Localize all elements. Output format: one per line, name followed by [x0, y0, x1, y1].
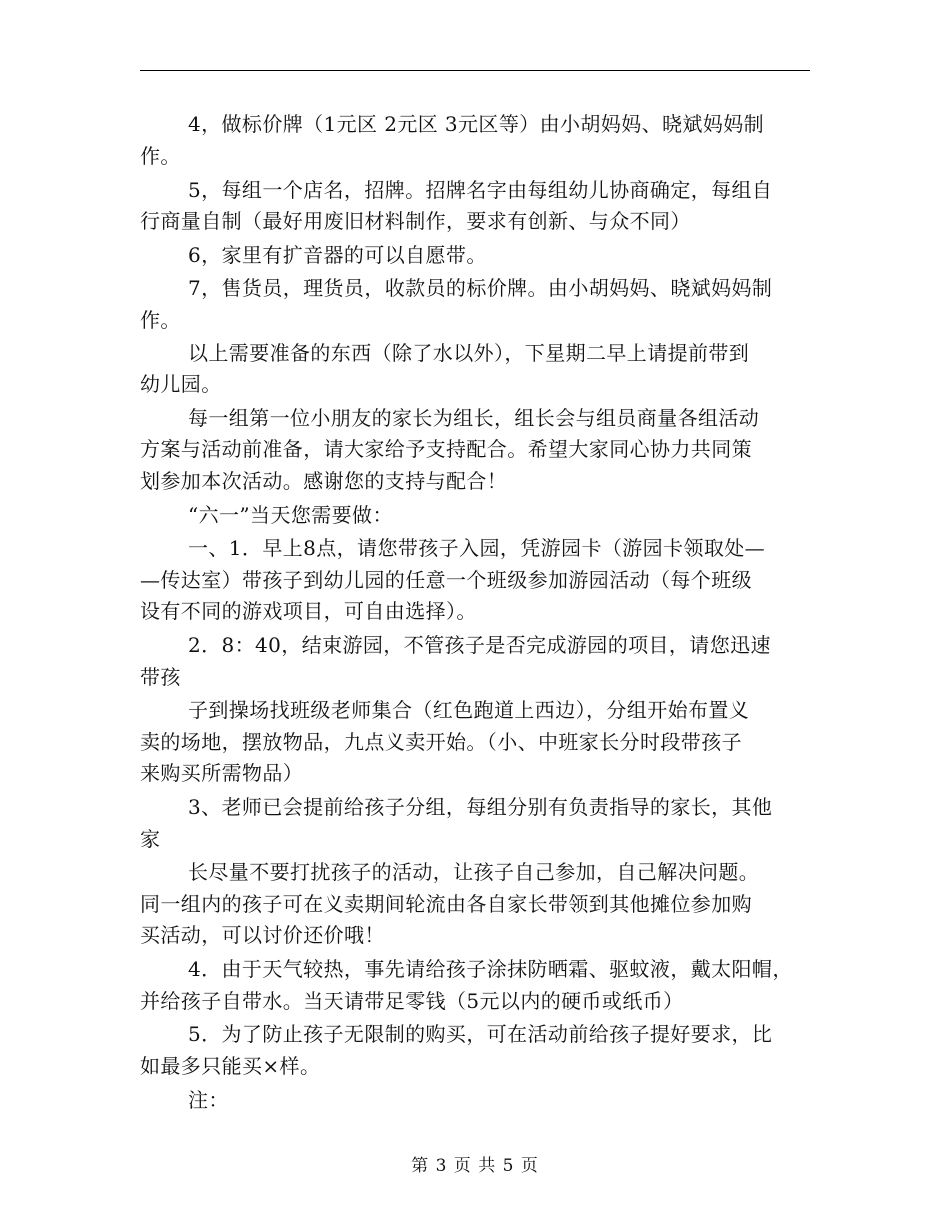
body-line: 5，每组一个店名，招牌。招牌名字由每组幼儿协商确定，每组自 [188, 178, 773, 202]
body-line: 如最多只能买×样。 [140, 1054, 321, 1078]
body-line: 每一组第一位小朋友的家长为组长，组长会与组员商量各组活动 [188, 406, 760, 430]
body-line: 行商量自制（最好用废旧材料制作，要求有创新、与众不同） [140, 209, 691, 233]
body-line: 方案与活动前准备，请大家给予支持配合。希望大家同心协力共同策 [140, 437, 752, 461]
header-rule [140, 70, 810, 71]
body-line: “六一”当天您需要做： [188, 503, 393, 527]
body-line: 划参加本次活动。感谢您的支持与配合！ [140, 469, 508, 493]
page-number-footer: 第 3 页 共 5 页 [411, 1156, 539, 1176]
body-line: 同一组内的孩子可在义卖期间轮流由各自家长带领到其他摊位参加购 [140, 892, 752, 916]
body-line: 一、1．早上8点，请您带孩子入园，凭游园卡（游园卡领取处— [188, 536, 766, 560]
body-line: 作。 [140, 144, 181, 168]
body-line: 7，售货员，理货员，收款员的标价牌。由小胡妈妈、晓斌妈妈制 [188, 276, 773, 300]
body-line: —传达室）带孩子到幼儿园的任意一个班级参加游园活动（每个班级 [140, 568, 752, 592]
body-line: 2．8：40，结束游园，不管孩子是否完成游园的项目，请您迅速 [188, 633, 771, 657]
body-line: 家 [140, 827, 161, 851]
body-line: 以上需要准备的东西（除了水以外），下星期二早上请提前带到 [188, 341, 750, 365]
body-line: 6，家里有扩音器的可以自愿带。 [188, 243, 487, 267]
body-line: 带孩 [140, 665, 181, 689]
body-line: 幼儿园。 [140, 372, 222, 396]
body-line: 买活动，可以讨价还价哦！ [140, 923, 385, 947]
body-line: 3、老师已会提前给孩子分组，每组分别有负责指导的家长，其他 [188, 795, 773, 819]
body-line: 来购买所需物品） [140, 761, 304, 785]
body-line: 注： [188, 1088, 229, 1112]
body-line: 长尽量不要打扰孩子的活动，让孩子自己参加，自己解决问题。 [188, 860, 760, 884]
body-line: 作。 [140, 308, 181, 332]
body-line: 并给孩子自带水。当天请带足零钱（5元以内的硬币或纸币） [140, 989, 684, 1013]
body-line: 子到操场找班级老师集合（红色跑道上西边），分组开始布置义 [188, 698, 750, 722]
body-line: 4，做标价牌（1元区 2元区 3元区等）由小胡妈妈、晓斌妈妈制 [188, 112, 765, 136]
body-line: 4．由于天气较热，事先请给孩子涂抹防晒霜、驱蚊液，戴太阳帽， [188, 957, 793, 981]
body-line: 卖的场地，摆放物品，九点义卖开始。（小、中班家长分时段带孩子 [140, 730, 742, 754]
body-line: 设有不同的游戏项目，可自由选择）。 [140, 599, 477, 623]
body-line: 5．为了防止孩子无限制的购买，可在活动前给孩子提好要求，比 [188, 1022, 773, 1046]
